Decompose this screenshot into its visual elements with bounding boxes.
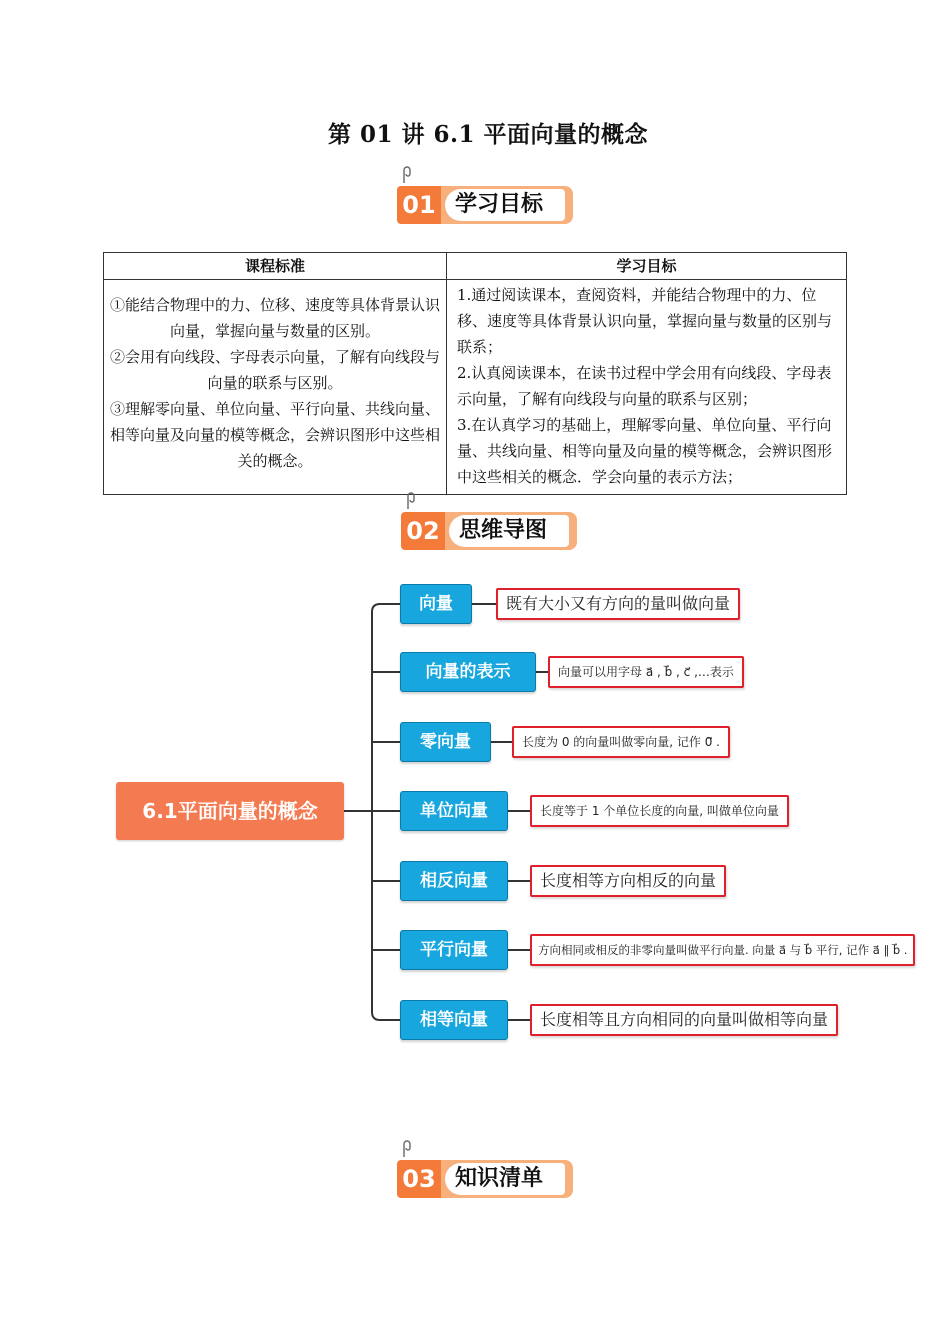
section-number: 01 (397, 186, 441, 224)
section-label: 知识清单 (445, 1163, 565, 1195)
mindmap-node: 向量 (400, 584, 472, 624)
goal-item: 1.通过阅读课本，查阅资料，并能结合物理中的力、位移、速度等具体背景认识向量，掌握向量与数量的区别与联系； (457, 286, 833, 356)
mindmap-node: 相反向量 (400, 861, 508, 901)
goal-item: 2.认真阅读课本，在读书过程中学会用有向线段、字母表示向量，了解有向线段与向量的联系与区别； (457, 364, 832, 408)
mindmap-leaf: 向量可以用字母 a⃗ , b⃗ , c⃗ ,…表示 (548, 656, 744, 688)
section-number: 03 (397, 1160, 441, 1198)
mindmap-leaf: 方向相同或相反的非零向量叫做平行向量. 向量 a⃗ 与 b⃗ 平行, 记作 a⃗ ∥ b⃗ . (530, 934, 915, 966)
mindmap-node: 单位向量 (400, 791, 508, 831)
standard-item: ①能结合物理中的力、位移、速度等具体背景认识向量，掌握向量与数量的区别。 (110, 296, 441, 340)
mindmap-leaf: 长度相等方向相反的向量 (530, 865, 726, 897)
mindmap-root: 6.1平面向量的概念 (116, 782, 344, 840)
section-label: 学习目标 (445, 189, 565, 221)
mindmap-leaf: 长度相等且方向相同的向量叫做相等向量 (530, 1004, 838, 1036)
mindmap-leaf: 长度为 0 的向量叫做零向量, 记作 0⃗ . (512, 726, 730, 758)
section-badge-knowledge (397, 1150, 579, 1198)
table-header-goals: 学习目标 (447, 253, 847, 280)
table-header-standards: 课程标准 (104, 253, 447, 280)
section-label: 思维导图 (449, 515, 569, 547)
mindmap-node: 零向量 (400, 722, 491, 762)
mindmap-leaf: 长度等于 1 个单位长度的向量, 叫做单位向量 (530, 795, 789, 827)
section-number: 02 (401, 512, 445, 550)
mindmap-node: 相等向量 (400, 1000, 508, 1040)
paperclip-icon (397, 1140, 411, 1158)
standard-item: ③理解零向量、单位向量、平行向量、共线向量、相等向量及向量的模等概念，会辨识图形中这些相关的概念。 (110, 400, 441, 470)
page-title: 第 01 讲 6.1 平面向量的概念 (327, 121, 649, 148)
mindmap-node: 平行向量 (400, 930, 508, 970)
mindmap-leaf: 既有大小又有方向的量叫做向量 (496, 588, 740, 620)
mindmap-node: 向量的表示 (400, 652, 536, 692)
standard-item: ②会用有向线段、字母表示向量，了解有向线段与向量的联系与区别。 (110, 348, 441, 392)
goal-item: 3.在认真学习的基础上，理解零向量、单位向量、平行向量、共线向量、相等向量及向量的模等概念，会辨识图形中这些相关的概念．学会向量的表示方法； (457, 416, 833, 486)
